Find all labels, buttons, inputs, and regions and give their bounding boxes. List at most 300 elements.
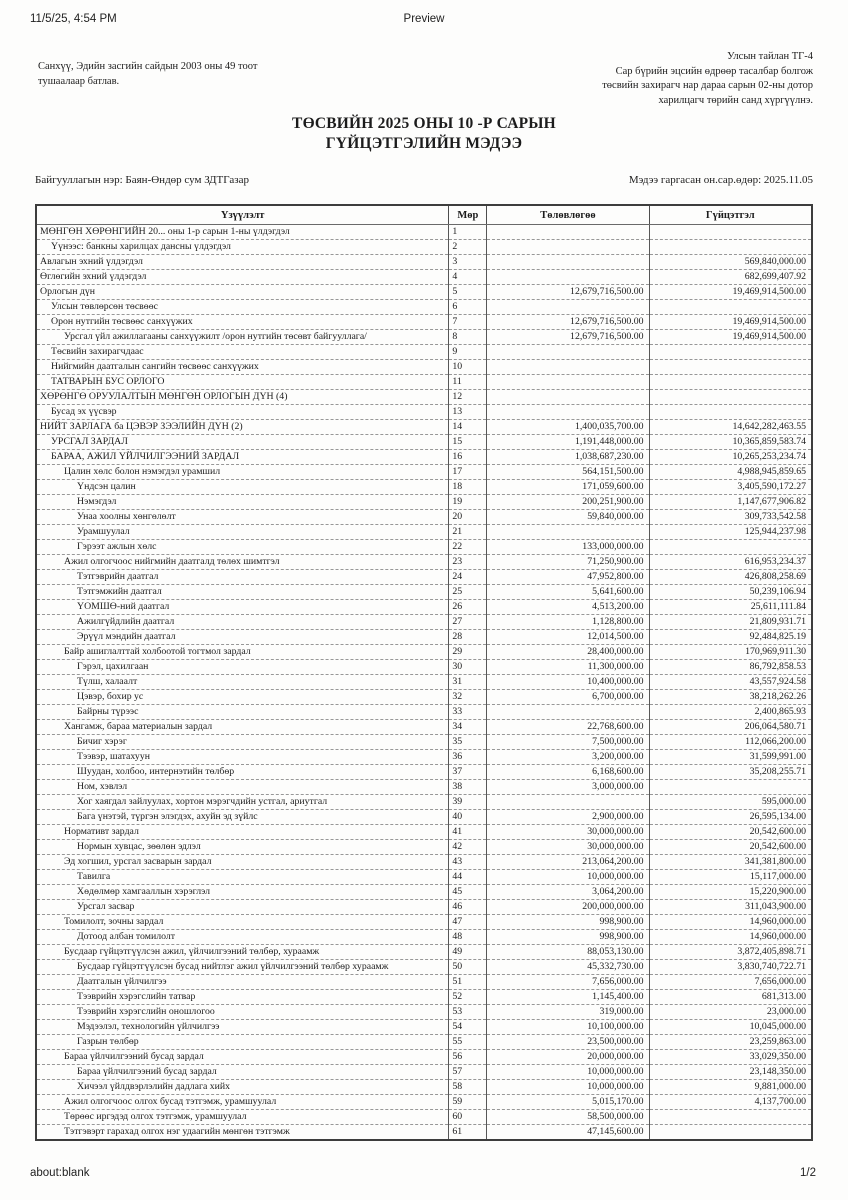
row-number: 58 bbox=[449, 1080, 487, 1095]
row-number: 22 bbox=[449, 540, 487, 555]
table-row bbox=[36, 630, 812, 645]
row-number: 26 bbox=[449, 600, 487, 615]
row-actual-value: 341,381,800.00 bbox=[649, 855, 812, 870]
row-number: 44 bbox=[449, 870, 487, 885]
row-planned-value: 23,500,000.00 bbox=[487, 1035, 649, 1050]
row-number: 45 bbox=[449, 885, 487, 900]
row-actual-value: 682,699,407.92 bbox=[649, 270, 812, 285]
row-planned-value: 1,038,687,230.00 bbox=[487, 450, 649, 465]
row-planned-value: 200,000,000.00 bbox=[487, 900, 649, 915]
row-number: 34 bbox=[449, 720, 487, 735]
row-planned-value bbox=[487, 705, 649, 720]
row-label: Бусад эх үүсвэр bbox=[36, 405, 449, 420]
table-row bbox=[36, 930, 812, 945]
row-label: Тэтгэмжийн даатгал bbox=[36, 585, 449, 600]
table-row bbox=[36, 1005, 812, 1020]
row-planned-value: 30,000,000.00 bbox=[487, 840, 649, 855]
row-label: УРСГАЛ ЗАРДАЛ bbox=[36, 435, 449, 450]
row-actual-value: 23,000.00 bbox=[649, 1005, 812, 1020]
print-preview-title: Preview bbox=[403, 13, 445, 25]
row-planned-value: 7,500,000.00 bbox=[487, 735, 649, 750]
report-page bbox=[35, 50, 813, 1141]
row-planned-value: 998,900.00 bbox=[487, 915, 649, 930]
row-planned-value: 11,300,000.00 bbox=[487, 660, 649, 675]
table-row bbox=[36, 675, 812, 690]
row-actual-value: 616,953,234.37 bbox=[649, 555, 812, 570]
row-label: Тээврийн хэрэгслийн оношлогоо bbox=[36, 1005, 449, 1020]
print-header bbox=[30, 13, 818, 29]
table-row bbox=[36, 660, 812, 675]
row-label: Унаа хоолны хөнгөлөлт bbox=[36, 510, 449, 525]
row-label: ТАТВАРЫН БУС ОРЛОГО bbox=[36, 375, 449, 390]
row-planned-value: 5,015,170.00 bbox=[487, 1095, 649, 1110]
print-timestamp: 11/5/25, 4:54 PM bbox=[30, 13, 117, 25]
row-label: Орон нутгийн төсвөөс санхүүжих bbox=[36, 315, 449, 330]
row-number: 29 bbox=[449, 645, 487, 660]
table-row bbox=[36, 285, 812, 300]
row-label: Тээврийн хэрэгслийн татвар bbox=[36, 990, 449, 1005]
row-label: Байрны түрээс bbox=[36, 705, 449, 720]
row-planned-value: 4,513,200.00 bbox=[487, 600, 649, 615]
table-row bbox=[36, 645, 812, 660]
row-planned-value: 45,332,730.00 bbox=[487, 960, 649, 975]
row-actual-value bbox=[649, 390, 812, 405]
row-actual-value: 19,469,914,500.00 bbox=[649, 285, 812, 300]
row-number: 2 bbox=[449, 240, 487, 255]
row-label: Үндсэн цалин bbox=[36, 480, 449, 495]
row-planned-value bbox=[487, 240, 649, 255]
row-label: Урсгал үйл ажиллагааны санхүүжилт /орон нутгийн төсөвт байгууллага/ bbox=[36, 330, 449, 345]
row-number: 56 bbox=[449, 1050, 487, 1065]
form-note bbox=[393, 50, 813, 108]
row-actual-value bbox=[649, 405, 812, 420]
col-header-planned: Төлөвлөгөө bbox=[487, 205, 649, 225]
row-number: 37 bbox=[449, 765, 487, 780]
table-row bbox=[36, 870, 812, 885]
row-label: Ажил олгогчоос нийгмийн даатгалд төлөх шимтгэл bbox=[36, 555, 449, 570]
row-label: Бараа үйлчилгээний бусад зардал bbox=[36, 1050, 449, 1065]
row-planned-value: 47,145,600.00 bbox=[487, 1125, 649, 1141]
table-row bbox=[36, 525, 812, 540]
row-label: БАРАА, АЖИЛ ҮЙЛЧИЛГЭЭНИЙ ЗАРДАЛ bbox=[36, 450, 449, 465]
row-label: Гэрэл, цахилгаан bbox=[36, 660, 449, 675]
row-planned-value: 3,000,000.00 bbox=[487, 780, 649, 795]
table-row bbox=[36, 465, 812, 480]
table-row bbox=[36, 1125, 812, 1141]
row-number: 20 bbox=[449, 510, 487, 525]
table-row bbox=[36, 555, 812, 570]
row-actual-value: 1,147,677,906.82 bbox=[649, 495, 812, 510]
row-actual-value: 35,208,255.71 bbox=[649, 765, 812, 780]
row-planned-value: 6,168,600.00 bbox=[487, 765, 649, 780]
row-number: 21 bbox=[449, 525, 487, 540]
table-row bbox=[36, 585, 812, 600]
row-number: 11 bbox=[449, 375, 487, 390]
row-label: Бусдаар гүйцэтгүүлсэн бусад нийтлэг ажил үйлчилгээний төлбөр хураамж bbox=[36, 960, 449, 975]
table-row bbox=[36, 1080, 812, 1095]
row-planned-value: 7,656,000.00 bbox=[487, 975, 649, 990]
table-row bbox=[36, 420, 812, 435]
row-planned-value: 22,768,600.00 bbox=[487, 720, 649, 735]
row-number: 52 bbox=[449, 990, 487, 1005]
row-number: 49 bbox=[449, 945, 487, 960]
row-planned-value: 12,679,716,500.00 bbox=[487, 285, 649, 300]
row-number: 54 bbox=[449, 1020, 487, 1035]
row-number: 19 bbox=[449, 495, 487, 510]
row-actual-value: 15,220,900.00 bbox=[649, 885, 812, 900]
row-planned-value bbox=[487, 270, 649, 285]
table-row bbox=[36, 855, 812, 870]
table-row bbox=[36, 825, 812, 840]
row-planned-value: 133,000,000.00 bbox=[487, 540, 649, 555]
row-label: Нормативт зардал bbox=[36, 825, 449, 840]
row-actual-value: 10,045,000.00 bbox=[649, 1020, 812, 1035]
row-planned-value: 564,151,500.00 bbox=[487, 465, 649, 480]
table-row bbox=[36, 330, 812, 345]
table-row bbox=[36, 570, 812, 585]
row-actual-value bbox=[649, 375, 812, 390]
row-actual-value: 21,809,931.71 bbox=[649, 615, 812, 630]
table-row bbox=[36, 495, 812, 510]
row-label: Урсгал засвар bbox=[36, 900, 449, 915]
table-row bbox=[36, 705, 812, 720]
row-number: 50 bbox=[449, 960, 487, 975]
table-row bbox=[36, 780, 812, 795]
table-row bbox=[36, 300, 812, 315]
table-row bbox=[36, 840, 812, 855]
row-actual-value: 10,265,253,234.74 bbox=[649, 450, 812, 465]
row-number: 6 bbox=[449, 300, 487, 315]
row-planned-value: 10,000,000.00 bbox=[487, 1065, 649, 1080]
row-number: 55 bbox=[449, 1035, 487, 1050]
table-row bbox=[36, 750, 812, 765]
row-actual-value: 25,611,111.84 bbox=[649, 600, 812, 615]
row-planned-value: 10,100,000.00 bbox=[487, 1020, 649, 1035]
table-row bbox=[36, 345, 812, 360]
row-label: Нормын хувцас, зөөлөн эдлэл bbox=[36, 840, 449, 855]
row-label: Авлагын эхний үлдэгдэл bbox=[36, 255, 449, 270]
row-label: Түлш, халаалт bbox=[36, 675, 449, 690]
table-row bbox=[36, 450, 812, 465]
table-row bbox=[36, 1050, 812, 1065]
row-planned-value: 213,064,200.00 bbox=[487, 855, 649, 870]
row-actual-value: 3,872,405,898.71 bbox=[649, 945, 812, 960]
row-label: Бичиг хэрэг bbox=[36, 735, 449, 750]
row-planned-value: 10,400,000.00 bbox=[487, 675, 649, 690]
row-actual-value bbox=[649, 1110, 812, 1125]
row-planned-value: 1,145,400.00 bbox=[487, 990, 649, 1005]
row-actual-value: 15,117,000.00 bbox=[649, 870, 812, 885]
table-row bbox=[36, 945, 812, 960]
row-label: Орлогын дүн bbox=[36, 285, 449, 300]
table-row bbox=[36, 360, 812, 375]
row-planned-value bbox=[487, 390, 649, 405]
table-row bbox=[36, 975, 812, 990]
page-footer bbox=[30, 1167, 816, 1182]
row-actual-value: 14,960,000.00 bbox=[649, 915, 812, 930]
form-note-line-4: харилцагч төрийн санд хүргүүлнэ. bbox=[658, 94, 813, 106]
row-actual-value: 112,066,200.00 bbox=[649, 735, 812, 750]
row-actual-value: 26,595,134.00 bbox=[649, 810, 812, 825]
row-planned-value bbox=[487, 255, 649, 270]
row-planned-value bbox=[487, 525, 649, 540]
footer-url: about:blank bbox=[30, 1167, 90, 1179]
row-number: 12 bbox=[449, 390, 487, 405]
table-row bbox=[36, 510, 812, 525]
row-number: 41 bbox=[449, 825, 487, 840]
table-row bbox=[36, 615, 812, 630]
row-number: 23 bbox=[449, 555, 487, 570]
row-planned-value bbox=[487, 405, 649, 420]
table-row bbox=[36, 255, 812, 270]
row-label: Газрын төлбөр bbox=[36, 1035, 449, 1050]
row-number: 57 bbox=[449, 1065, 487, 1080]
row-planned-value: 1,191,448,000.00 bbox=[487, 435, 649, 450]
row-label: Бараа үйлчилгээний бусад зардал bbox=[36, 1065, 449, 1080]
row-number: 43 bbox=[449, 855, 487, 870]
row-number: 48 bbox=[449, 930, 487, 945]
row-label: ХӨРӨНГӨ ОРУУЛАЛТЫН МӨНГӨН ОРЛОГЫН ДҮН (4) bbox=[36, 390, 449, 405]
row-planned-value: 5,641,600.00 bbox=[487, 585, 649, 600]
row-actual-value: 595,000.00 bbox=[649, 795, 812, 810]
row-number: 3 bbox=[449, 255, 487, 270]
row-planned-value: 30,000,000.00 bbox=[487, 825, 649, 840]
row-label: Шуудан, холбоо, интернэтийн төлбөр bbox=[36, 765, 449, 780]
row-actual-value: 309,733,542.58 bbox=[649, 510, 812, 525]
row-number: 14 bbox=[449, 420, 487, 435]
row-number: 53 bbox=[449, 1005, 487, 1020]
row-actual-value: 23,148,350.00 bbox=[649, 1065, 812, 1080]
row-planned-value: 6,700,000.00 bbox=[487, 690, 649, 705]
table-row bbox=[36, 1095, 812, 1110]
row-actual-value: 19,469,914,500.00 bbox=[649, 315, 812, 330]
row-label: Бага үнэтэй, түргэн элэгдэх, ахуйн эд зүйлс bbox=[36, 810, 449, 825]
table-row bbox=[36, 435, 812, 450]
table-row bbox=[36, 1035, 812, 1050]
row-planned-value bbox=[487, 375, 649, 390]
row-number: 30 bbox=[449, 660, 487, 675]
row-number: 35 bbox=[449, 735, 487, 750]
row-label: Тээвэр, шатахуун bbox=[36, 750, 449, 765]
row-number: 10 bbox=[449, 360, 487, 375]
row-actual-value: 33,029,350.00 bbox=[649, 1050, 812, 1065]
row-actual-value: 92,484,825.19 bbox=[649, 630, 812, 645]
row-number: 59 bbox=[449, 1095, 487, 1110]
report-table-body bbox=[36, 225, 812, 1141]
row-planned-value: 171,059,600.00 bbox=[487, 480, 649, 495]
table-row bbox=[36, 1065, 812, 1080]
row-actual-value: 14,960,000.00 bbox=[649, 930, 812, 945]
table-row bbox=[36, 960, 812, 975]
row-actual-value bbox=[649, 300, 812, 315]
row-actual-value: 426,808,258.69 bbox=[649, 570, 812, 585]
row-label: Мэдээлэл, технологийн үйлчилгээ bbox=[36, 1020, 449, 1035]
row-label: Ажил олгогчоос олгох бусад тэтгэмж, урамшуулал bbox=[36, 1095, 449, 1110]
row-number: 61 bbox=[449, 1125, 487, 1141]
row-label: Ном, хэвлэл bbox=[36, 780, 449, 795]
row-actual-value bbox=[649, 225, 812, 240]
table-row bbox=[36, 315, 812, 330]
row-label: Эд хогшил, урсгал засварын зардал bbox=[36, 855, 449, 870]
row-number: 38 bbox=[449, 780, 487, 795]
row-actual-value: 31,599,991.00 bbox=[649, 750, 812, 765]
row-label: Бусдаар гүйцэтгүүлсэн ажил, үйлчилгээний төлбөр, хураамж bbox=[36, 945, 449, 960]
row-label: Томилолт, зочны зардал bbox=[36, 915, 449, 930]
row-number: 40 bbox=[449, 810, 487, 825]
row-actual-value: 7,656,000.00 bbox=[649, 975, 812, 990]
row-label: МӨНГӨН ХӨРӨНГИЙН 20... оны 1-р сарын 1-ны үлдэгдэл bbox=[36, 225, 449, 240]
table-row bbox=[36, 1020, 812, 1035]
table-row bbox=[36, 375, 812, 390]
row-label: Гэрээт ажлын хөлс bbox=[36, 540, 449, 555]
form-note-line-2: Сар бүрийн эцсийн өдрөөр тасалбар болгож bbox=[615, 65, 813, 77]
row-actual-value: 20,542,600.00 bbox=[649, 825, 812, 840]
table-row bbox=[36, 540, 812, 555]
row-actual-value: 10,365,859,583.74 bbox=[649, 435, 812, 450]
row-planned-value: 3,200,000.00 bbox=[487, 750, 649, 765]
row-planned-value bbox=[487, 345, 649, 360]
row-number: 39 bbox=[449, 795, 487, 810]
row-planned-value: 12,679,716,500.00 bbox=[487, 315, 649, 330]
table-row bbox=[36, 915, 812, 930]
report-title bbox=[35, 114, 813, 154]
col-header-row-no: Мөр bbox=[449, 205, 487, 225]
table-row bbox=[36, 1110, 812, 1125]
row-label: ҮОМШӨ-ний даатгал bbox=[36, 600, 449, 615]
row-actual-value: 3,405,590,172.27 bbox=[649, 480, 812, 495]
row-label: НИЙТ ЗАРЛАГА ба ЦЭВЭР ЗЭЭЛИЙН ДҮН (2) bbox=[36, 420, 449, 435]
report-title-line-2: ГҮЙЦЭТГЭЛИЙН МЭДЭЭ bbox=[325, 135, 523, 152]
row-actual-value: 9,881,000.00 bbox=[649, 1080, 812, 1095]
row-planned-value: 88,053,130.00 bbox=[487, 945, 649, 960]
row-planned-value: 28,400,000.00 bbox=[487, 645, 649, 660]
row-actual-value: 23,259,863.00 bbox=[649, 1035, 812, 1050]
report-table bbox=[35, 204, 813, 1141]
table-row bbox=[36, 720, 812, 735]
row-label: Үүнээс: банкны харилцах дансны үлдэгдэл bbox=[36, 240, 449, 255]
row-label: Төрөөс иргэдэд олгох тэтгэмж, урамшуулал bbox=[36, 1110, 449, 1125]
row-planned-value: 12,679,716,500.00 bbox=[487, 330, 649, 345]
table-header-row bbox=[36, 205, 812, 225]
table-row bbox=[36, 900, 812, 915]
row-label: Тэтгэврийн даатгал bbox=[36, 570, 449, 585]
row-actual-value: 125,944,237.98 bbox=[649, 525, 812, 540]
table-row bbox=[36, 810, 812, 825]
report-title-line-1: ТӨСВИЙН 2025 ОНЫ 10 -Р САРЫН bbox=[292, 115, 556, 132]
row-label: Цэвэр, бохир ус bbox=[36, 690, 449, 705]
row-number: 18 bbox=[449, 480, 487, 495]
row-actual-value bbox=[649, 345, 812, 360]
report-meta bbox=[35, 174, 813, 190]
row-number: 51 bbox=[449, 975, 487, 990]
table-row bbox=[36, 690, 812, 705]
header-notes bbox=[35, 50, 813, 110]
row-actual-value: 569,840,000.00 bbox=[649, 255, 812, 270]
row-label: Тэтгэвэрт гарахад олгох нэг удаагийн мөнгөн тэтгэмж bbox=[36, 1125, 449, 1141]
row-number: 60 bbox=[449, 1110, 487, 1125]
row-planned-value: 319,000.00 bbox=[487, 1005, 649, 1020]
row-number: 25 bbox=[449, 585, 487, 600]
row-number: 36 bbox=[449, 750, 487, 765]
row-label: Дотоод албан томилолт bbox=[36, 930, 449, 945]
row-label: Ажилгүйдлийн даатгал bbox=[36, 615, 449, 630]
row-actual-value: 170,969,911.30 bbox=[649, 645, 812, 660]
row-label: Цалин хөлс болон нэмэгдэл урамшил bbox=[36, 465, 449, 480]
row-label: Нийгмийн даатгалын сангийн төсвөөс санхүүжих bbox=[36, 360, 449, 375]
row-number: 17 bbox=[449, 465, 487, 480]
row-actual-value: 20,542,600.00 bbox=[649, 840, 812, 855]
row-label: Улсын төвлөрсөн төсвөөс bbox=[36, 300, 449, 315]
row-actual-value: 681,313.00 bbox=[649, 990, 812, 1005]
row-actual-value: 43,557,924.58 bbox=[649, 675, 812, 690]
row-number: 1 bbox=[449, 225, 487, 240]
table-row bbox=[36, 270, 812, 285]
row-actual-value: 311,043,900.00 bbox=[649, 900, 812, 915]
table-row bbox=[36, 390, 812, 405]
form-note-line-3: төсвийн захирагч нар дараа сарын 02-ны дотор bbox=[602, 80, 813, 91]
row-planned-value: 998,900.00 bbox=[487, 930, 649, 945]
row-planned-value: 58,500,000.00 bbox=[487, 1110, 649, 1125]
row-planned-value bbox=[487, 360, 649, 375]
row-label: Тавилга bbox=[36, 870, 449, 885]
footer-page-number: 1/2 bbox=[800, 1167, 816, 1179]
table-row bbox=[36, 795, 812, 810]
row-label: Төсвийн захирагчдаас bbox=[36, 345, 449, 360]
row-label: Эрүүл мэндийн даатгал bbox=[36, 630, 449, 645]
row-label: Хог хаягдал зайлуулах, хортон мэрэгчдийн устгал, ариутгал bbox=[36, 795, 449, 810]
row-actual-value: 86,792,858.53 bbox=[649, 660, 812, 675]
row-actual-value: 2,400,865.93 bbox=[649, 705, 812, 720]
row-label: Хөдөлмөр хамгааллын хэрэглэл bbox=[36, 885, 449, 900]
row-planned-value: 47,952,800.00 bbox=[487, 570, 649, 585]
table-row bbox=[36, 885, 812, 900]
row-planned-value: 3,064,200.00 bbox=[487, 885, 649, 900]
approval-note bbox=[38, 60, 368, 89]
row-actual-value: 14,642,282,463.55 bbox=[649, 420, 812, 435]
row-actual-value: 3,830,740,722.71 bbox=[649, 960, 812, 975]
row-label: Байр ашиглалттай холбоотой тогтмол зардал bbox=[36, 645, 449, 660]
row-number: 46 bbox=[449, 900, 487, 915]
row-number: 47 bbox=[449, 915, 487, 930]
row-planned-value bbox=[487, 300, 649, 315]
row-number: 27 bbox=[449, 615, 487, 630]
row-actual-value: 19,469,914,500.00 bbox=[649, 330, 812, 345]
table-row bbox=[36, 765, 812, 780]
row-label: Хичээл үйлдвэрлэлийн дадлага хийх bbox=[36, 1080, 449, 1095]
row-planned-value: 2,900,000.00 bbox=[487, 810, 649, 825]
form-note-line-1: Улсын тайлан ТГ-4 bbox=[727, 51, 813, 62]
row-number: 32 bbox=[449, 690, 487, 705]
row-number: 31 bbox=[449, 675, 487, 690]
row-planned-value: 59,840,000.00 bbox=[487, 510, 649, 525]
row-planned-value: 200,251,900.00 bbox=[487, 495, 649, 510]
row-number: 8 bbox=[449, 330, 487, 345]
row-actual-value: 4,988,945,859.65 bbox=[649, 465, 812, 480]
table-row bbox=[36, 240, 812, 255]
row-actual-value: 50,239,106.94 bbox=[649, 585, 812, 600]
report-date: Мэдээ гаргасан он.сар.өдөр: 2025.11.05 bbox=[628, 174, 813, 186]
row-actual-value: 206,064,580.71 bbox=[649, 720, 812, 735]
table-row bbox=[36, 735, 812, 750]
table-row bbox=[36, 225, 812, 240]
row-number: 28 bbox=[449, 630, 487, 645]
row-actual-value: 38,218,262.26 bbox=[649, 690, 812, 705]
row-number: 24 bbox=[449, 570, 487, 585]
row-planned-value: 71,250,900.00 bbox=[487, 555, 649, 570]
row-planned-value: 12,014,500.00 bbox=[487, 630, 649, 645]
row-number: 15 bbox=[449, 435, 487, 450]
row-label: Нэмэгдэл bbox=[36, 495, 449, 510]
